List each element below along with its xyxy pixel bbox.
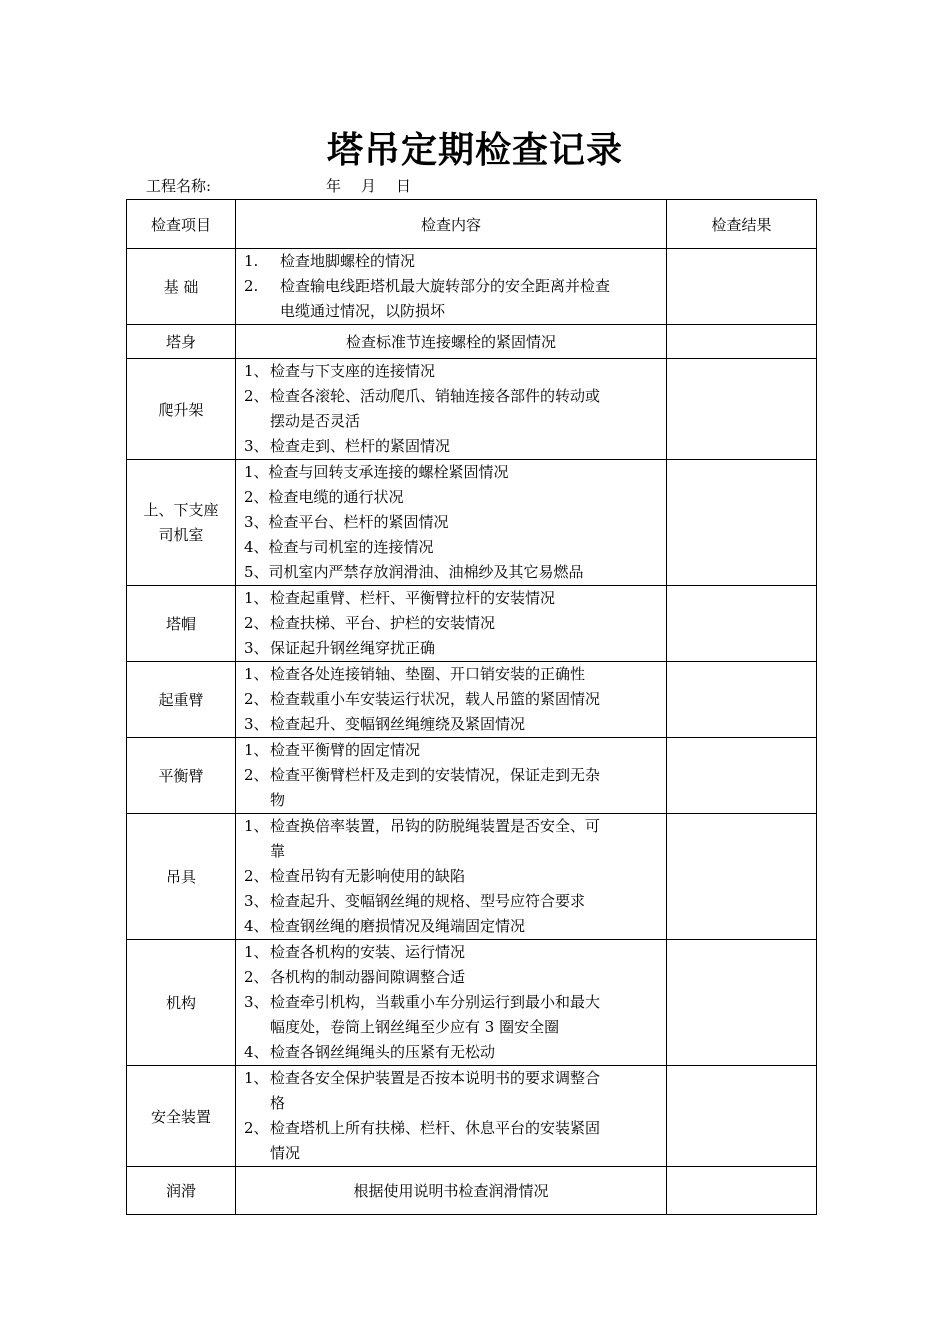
line-number: 1、 bbox=[244, 943, 269, 961]
line-number: 4、 bbox=[244, 1043, 269, 1061]
row-result[interactable] bbox=[667, 586, 817, 662]
content-line: 靠 bbox=[270, 842, 286, 860]
row-content: 根据使用说明书检查润滑情况 bbox=[236, 1167, 667, 1215]
row-result[interactable] bbox=[667, 662, 817, 738]
row-item-line: 司机室 bbox=[158, 525, 204, 544]
table-row bbox=[127, 359, 817, 460]
row-result[interactable] bbox=[667, 460, 817, 586]
row-content bbox=[236, 249, 667, 325]
line-number: 1、 bbox=[244, 741, 269, 759]
line-number: 1、 bbox=[244, 362, 269, 380]
content-line: 物 bbox=[270, 791, 286, 809]
row-content bbox=[236, 1066, 667, 1167]
line-number: 1、 bbox=[244, 589, 269, 607]
table-row bbox=[127, 249, 817, 325]
table-row bbox=[127, 662, 817, 738]
line-number: 2、 bbox=[244, 614, 269, 632]
content-line: 3、检查走到、栏杆的紧固情况 bbox=[244, 434, 660, 459]
line-number: 3、 bbox=[244, 892, 269, 910]
row-result[interactable] bbox=[667, 738, 817, 814]
line-number: 2、 bbox=[244, 968, 269, 986]
row-item: 塔帽 bbox=[127, 586, 236, 662]
row-result[interactable] bbox=[667, 325, 817, 359]
content-line: 2、各机构的制动器间隙调整合适 bbox=[244, 965, 660, 990]
row-result[interactable] bbox=[667, 249, 817, 325]
content-line: 1、检查各处连接销轴、垫圈、开口销安装的正确性 bbox=[244, 662, 660, 687]
line-number: 3、 bbox=[244, 993, 269, 1011]
row-content bbox=[236, 460, 667, 586]
row-result[interactable] bbox=[667, 1167, 817, 1215]
line-number: 2、 bbox=[244, 766, 269, 784]
content-line: 2、检查电缆的通行状况 bbox=[244, 488, 404, 506]
row-item-line: 上、下支座 bbox=[143, 500, 219, 519]
date-fields bbox=[326, 176, 431, 196]
content-line: 2、检查扶梯、平台、护栏的安装情况 bbox=[244, 611, 660, 636]
content-line: 1、检查与回转支承连接的螺栓紧固情况 bbox=[244, 463, 509, 481]
line-number: 3、 bbox=[244, 639, 269, 657]
row-content bbox=[236, 940, 667, 1066]
table-row bbox=[127, 1066, 817, 1167]
month-label: 月 bbox=[361, 177, 377, 195]
table-row bbox=[127, 814, 817, 940]
content-line: 3、保证起升钢丝绳穿扰正确 bbox=[244, 636, 660, 661]
line-number: 2、 bbox=[244, 1119, 269, 1137]
table-row bbox=[127, 325, 817, 359]
content-line: 幅度处，卷筒上钢丝绳至少应有 3 圈安全圈 bbox=[270, 1018, 560, 1036]
inspection-table bbox=[126, 199, 817, 1215]
row-item: 机构 bbox=[127, 940, 236, 1066]
content-line: 2、检查塔机上所有扶梯、栏杆、休息平台的安装紧固 bbox=[244, 1116, 660, 1141]
header-result: 检查结果 bbox=[667, 200, 817, 249]
line-number: 2. bbox=[244, 277, 259, 295]
year-label: 年 bbox=[326, 177, 342, 195]
content-line: 1、检查平衡臂的固定情况 bbox=[244, 738, 660, 763]
content-line: 2、检查吊钩有无影响使用的缺陷 bbox=[244, 864, 660, 889]
row-result[interactable] bbox=[667, 814, 817, 940]
row-item: 爬升架 bbox=[127, 359, 236, 460]
row-item bbox=[127, 460, 236, 586]
row-item: 润滑 bbox=[127, 1167, 236, 1215]
line-number: 3、 bbox=[244, 437, 269, 455]
table-body bbox=[127, 249, 817, 1215]
row-content bbox=[236, 359, 667, 460]
content-line: 5、司机室内严禁存放润滑油、油棉纱及其它易燃品 bbox=[244, 563, 584, 581]
row-result[interactable] bbox=[667, 359, 817, 460]
line-number: 3、 bbox=[244, 715, 269, 733]
table-row bbox=[127, 586, 817, 662]
row-item: 塔身 bbox=[127, 325, 236, 359]
row-item: 起重臂 bbox=[127, 662, 236, 738]
content-line: 2、检查平衡臂栏杆及走到的安装情况，保证走到无杂 bbox=[244, 763, 660, 788]
content-line: 3、检查牵引机构，当载重小车分别运行到最小和最大 bbox=[244, 990, 660, 1015]
line-number: 1. bbox=[244, 252, 259, 270]
content-line: 4、检查各钢丝绳绳头的压紧有无松动 bbox=[244, 1040, 660, 1065]
content-line: 3、检查起升、变幅钢丝绳的规格、型号应符合要求 bbox=[244, 889, 660, 914]
content-line: 格 bbox=[270, 1094, 286, 1112]
header-content: 检查内容 bbox=[236, 200, 667, 249]
content-line: 电缆通过情况，以防损坏 bbox=[280, 302, 446, 320]
content-line: 4、检查与司机室的连接情况 bbox=[244, 538, 434, 556]
row-item: 基 础 bbox=[127, 249, 236, 325]
row-item: 吊具 bbox=[127, 814, 236, 940]
content-line: 1. 检查地脚螺栓的情况 bbox=[244, 249, 660, 274]
content-line: 1、检查与下支座的连接情况 bbox=[244, 359, 660, 384]
header-item: 检查项目 bbox=[127, 200, 236, 249]
content-line: 1、检查起重臂、栏杆、平衡臂拉杆的安装情况 bbox=[244, 586, 660, 611]
table-row bbox=[127, 460, 817, 586]
row-item: 平衡臂 bbox=[127, 738, 236, 814]
row-content bbox=[236, 738, 667, 814]
line-number: 1、 bbox=[244, 1069, 269, 1087]
content-line: 2. 检查输电线距塔机最大旋转部分的安全距离并检查 bbox=[244, 274, 660, 299]
content-line: 3、检查平台、栏杆的紧固情况 bbox=[244, 513, 449, 531]
table-row bbox=[127, 940, 817, 1066]
table-header-row bbox=[127, 200, 817, 249]
day-label: 日 bbox=[396, 177, 412, 195]
line-number: 2、 bbox=[244, 387, 269, 405]
row-content bbox=[236, 586, 667, 662]
content-line: 2、检查各滚轮、活动爬爪、销轴连接各部件的转动或 bbox=[244, 384, 660, 409]
line-number: 1、 bbox=[244, 665, 269, 683]
content-line: 3、检查起升、变幅钢丝绳缠绕及紧固情况 bbox=[244, 712, 660, 737]
project-name-label: 工程名称: bbox=[146, 177, 212, 195]
content-line: 1、检查换倍率装置，吊钩的防脱绳装置是否安全、可 bbox=[244, 814, 660, 839]
line-number: 2、 bbox=[244, 867, 269, 885]
content-line: 4、检查钢丝绳的磨损情况及绳端固定情况 bbox=[244, 914, 660, 939]
table-row bbox=[127, 1167, 817, 1215]
content-line: 1、检查各机构的安装、运行情况 bbox=[244, 940, 660, 965]
row-item: 安全装置 bbox=[127, 1066, 236, 1167]
line-number: 2、 bbox=[244, 690, 269, 708]
line-number: 1、 bbox=[244, 817, 269, 835]
row-content: 检查标准节连接螺栓的紧固情况 bbox=[236, 325, 667, 359]
content-line: 2、检查载重小车安装运行状况，载人吊篮的紧固情况 bbox=[244, 687, 660, 712]
line-number: 4、 bbox=[244, 917, 269, 935]
row-content bbox=[236, 814, 667, 940]
row-result[interactable] bbox=[667, 940, 817, 1066]
table-row bbox=[127, 738, 817, 814]
row-content bbox=[236, 662, 667, 738]
content-line: 情况 bbox=[270, 1144, 301, 1162]
content-line: 1、检查各安全保护装置是否按本说明书的要求调整合 bbox=[244, 1066, 660, 1091]
document-title: 塔吊定期检查记录 bbox=[326, 129, 623, 171]
row-result[interactable] bbox=[667, 1066, 817, 1167]
content-line: 摆动是否灵活 bbox=[270, 412, 361, 430]
